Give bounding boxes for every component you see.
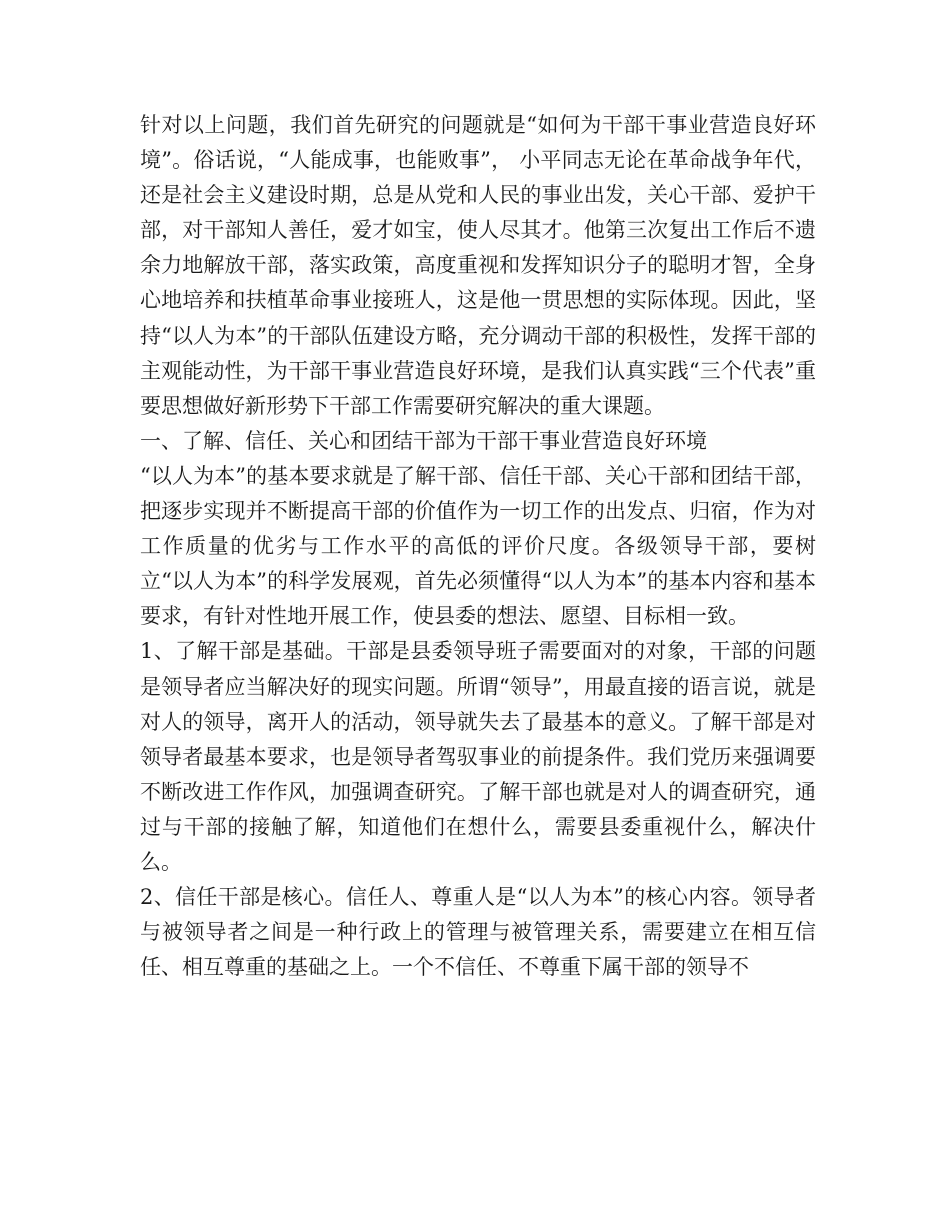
section-heading: 一、了解、信任、关心和团结干部为干部干事业营造良好环境 [140, 428, 707, 453]
point-1-paragraph: 1、了解干部是基础。干部是县委领导班子需要面对的对象，干部的问题是领导者应当解决好的现实问题。所谓“领导”，用最直接的语言说，就是对人的领导，离开人的活动，领导就失去了最基本的意义。了解干部是对领导者最基本要求，也是领导者驾驭事业的前提条件。我们党历来强调要不断改进工作作风，加强调查研究。了解干部也就是对人的调查研究，通过与干部的接触了解，知道他们在想什么，需要县委重视什么，解决什么。 [140, 639, 816, 874]
document-body [140, 108, 816, 985]
intro-paragraph: 针对以上问题，我们首先研究的问题就是“如何为干部干事业营造良好环境”。俗话说，“人能成事，也能败事”， 小平同志无论在革命战争年代，还是社会主义建设时期，总是从党和人民的事业出发，关心干部、爱护干部，对干部知人善任，爱才如宝，使人尽其才。他第三次复出工作后不遗余力地解放干部，落实政策，高度重视和发挥知识分子的聪明才智，全身心地培养和扶植革命事业接班人，这是他一贯思想的实际体现。因此，坚持“以人为本”的干部队伍建设方略，充分调动干部的积极性，发挥干部的主观能动性，为干部干事业营造良好环境，是我们认真实践“三个代表”重要思想做好新形势下干部工作需要研究解决的重大课题。 [140, 113, 816, 418]
point-2-paragraph: 2、信任干部是核心。信任人、尊重人是“以人为本”的核心内容。领导者与被领导者之间是一种行政上的管理与被管理关系，需要建立在相互信任、相互尊重的基础之上。一个不信任、不尊重下属干部的领导不 [140, 885, 816, 980]
section-paragraph: “以人为本”的基本要求就是了解干部、信任干部、关心干部和团结干部，把逐步实现并不断提高干部的价值作为一切工作的出发点、归宿，作为对工作质量的优劣与工作水平的高低的评价尺度。各级领导干部，要树立“以人为本”的科学发展观，首先必须懂得“以人为本”的基本内容和基本要求，有针对性地开展工作，使县委的想法、愿望、目标相一致。 [140, 463, 816, 629]
